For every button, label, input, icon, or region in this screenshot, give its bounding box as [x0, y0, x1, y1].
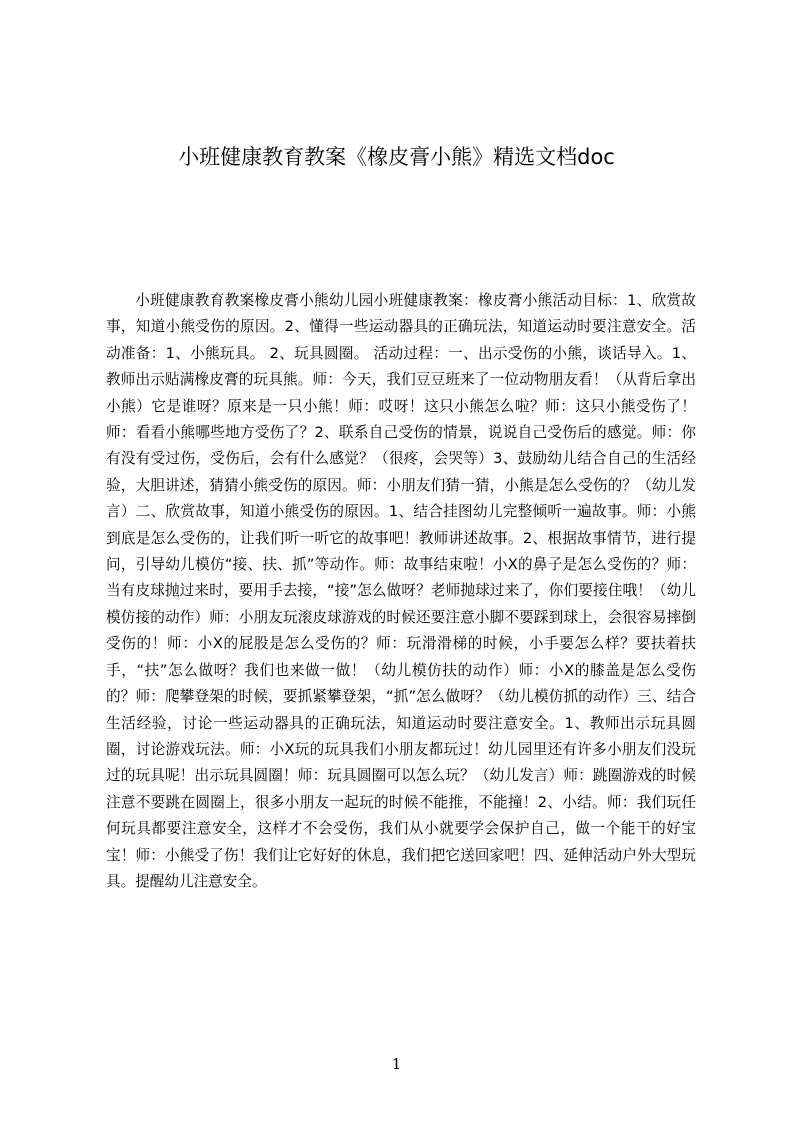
page-number: 1	[391, 1055, 402, 1073]
document-title: 小班健康教育教案《橡皮膏小熊》精选文档doc	[178, 145, 615, 169]
lesson-plan-body: 小班健康教育教案橡皮膏小熊幼儿园小班健康教案：橡皮膏小熊活动目标：1、欣赏故事，知道小熊受伤的原因。2、懂得一些运动器具的正确玩法，知道运动时要注意安全。活动准备：1、小熊玩具。 2、玩具圆圈。 活动过程：一、出示受伤的小熊，谈话导入。1、教师出示贴满橡皮膏的玩具熊。师：今天，我们豆豆班来了一位动物朋友看！（从背后拿出小熊）它是谁呀？原来是一只小熊！师：哎呀！这只小熊怎么啦？师：这只小熊受伤了！师：看看小熊哪些地方受伤了？2、联系自己受伤的情景，说说自己受伤后的感觉。师：你有没有受过伤，受伤后，会有什么感觉？（很疼，会哭等）3、鼓励幼儿结合自己的生活经验，大胆讲述，猜猜小熊受伤的原因。师：小朋友们猜一猜，小熊是怎么受伤的？（幼儿发言）二、欣赏故事，知道小熊受伤的原因。1、结合挂图幼儿完整倾听一遍故事。师：小熊到底是怎么受伤的，让我们听一听它的故事吧！教师讲述故事。2、根据故事情节，进行提问，引导幼儿模仿“接、扶、抓”等动作。师：故事结束啦！小X的鼻子是怎么受伤的？师：当有皮球抛过来时，要用手去接，“接”怎么做呀？老师抛球过来了，你们要接住哦！（幼儿模仿接的动作）师：小朋友玩滚皮球游戏的时候还要注意小脚不要踩到球上，会很容易摔倒受伤的！师：小X的屁股是怎么受伤的？师：玩滑滑梯的时候，小手要怎么样？要扶着扶手，“扶”怎么做呀？我们也来做一做！（幼儿模仿扶的动作）师：小X的膝盖是怎么受伤的？师：爬攀登架的时候，要抓紧攀登架，“抓”怎么做呀？（幼儿模仿抓的动作）三、结合生活经验，讨论一些运动器具的正确玩法，知道运动时要注意安全。1、教师出示玩具圆圈，讨论游戏玩法。师：小X玩的玩具我们小朋友都玩过！幼儿园里还有许多小朋友们没玩过的玩具呢！出示玩具圆圈！师：玩具圆圈可以怎么玩？（幼儿发言）师：跳圈游戏的时候注意不要跳在圆圈上，很多小朋友一起玩的时候不能推，不能撞！2、小结。师：我们玩任何玩具都要注意安全，这样才不会受伤，我们从小就要学会保护自己，做一个能干的好宝宝！师：小熊受了伤！我们让它好好的休息，我们把它送回家吧！四、延伸活动户外大型玩具。提醒幼儿注意安全。	[106, 292, 696, 890]
